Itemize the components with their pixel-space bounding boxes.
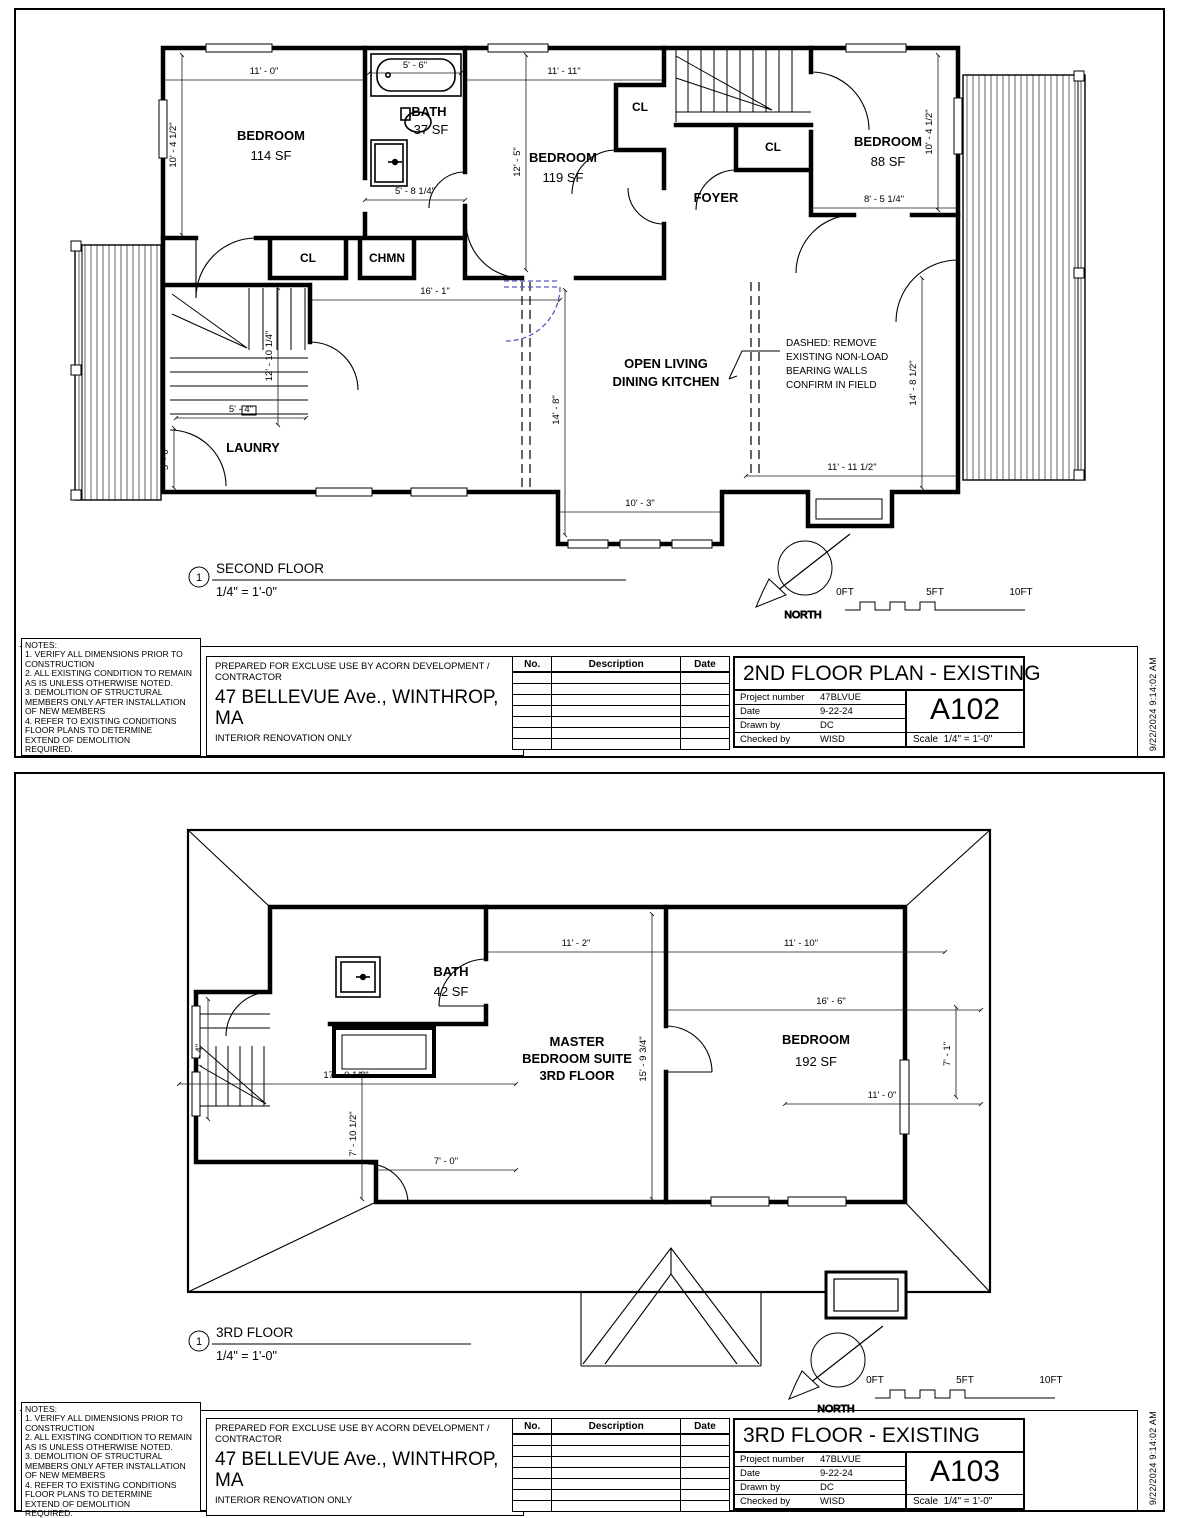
notes-box <box>21 638 201 756</box>
note-line: EXTEND OF DEMOLITION <box>25 734 131 745</box>
scale-bar <box>836 587 1033 610</box>
rev-row <box>513 672 730 684</box>
title-block <box>733 1418 1025 1510</box>
dim-label: 5' - 4" <box>228 404 254 415</box>
room-label-bath: BATH <box>433 964 469 979</box>
callout-number: 1 <box>195 1336 203 1348</box>
prepared-for-box <box>206 656 524 756</box>
stairs-lower <box>170 288 308 415</box>
rev-header-no: No. <box>513 1419 552 1435</box>
rev-row <box>513 695 730 706</box>
scale-bar <box>866 1375 1063 1398</box>
dim-label: 16' - 1" <box>420 286 450 297</box>
dim-label: 11' - 0" <box>249 66 279 77</box>
sink <box>371 140 407 186</box>
rev-row <box>513 1468 730 1479</box>
svg-text:BEARING WALLS: BEARING WALLS <box>786 366 868 377</box>
dim-label: 15' - 9 3/4" <box>638 1036 649 1082</box>
note-line: 4. REFER TO EXISTING CONDITIONS <box>25 715 177 726</box>
note-line: 3. DEMOLITION OF STRUCTURAL <box>25 687 163 698</box>
callout-number: 1 <box>195 572 203 584</box>
north-arrow-icon <box>756 534 850 621</box>
notes-title: NOTES: <box>25 1404 57 1414</box>
rev-header-date: Date <box>681 1419 730 1435</box>
rev-row <box>513 1457 730 1468</box>
dim-label: 11' - 11" <box>547 66 581 77</box>
dim-label: 5' - 6" <box>402 60 428 71</box>
dim-label: 11' - 10" <box>783 938 819 949</box>
sheet-a103 <box>14 772 1165 1518</box>
field-checked-by: Checked by WISD <box>740 1496 845 1507</box>
room-label-bedroom1: BEDROOM <box>237 128 305 143</box>
room-area-bath: 42 SF <box>433 984 469 999</box>
plot-timestamp: 9/22/2024 9:14:02 AM <box>1148 656 1158 751</box>
rev-header-description: Description <box>552 657 681 673</box>
rev-row <box>513 684 730 695</box>
rev-header-date: Date <box>681 657 730 673</box>
view-callout <box>189 561 626 599</box>
prepared-for-box <box>206 1418 524 1516</box>
room-label-cl-top: CL <box>632 100 648 114</box>
callout-title: SECOND FLOOR <box>216 561 325 576</box>
rev-row <box>513 706 730 717</box>
rev-row <box>513 739 730 750</box>
note-line: FLOOR PLANS TO DETERMINE <box>25 1489 153 1500</box>
dim-label: 7' - 4" <box>194 1043 205 1069</box>
note-line: OF NEW MEMBERS <box>25 1470 106 1481</box>
note-line: MEMBERS ONLY AFTER INSTALLATION <box>25 696 186 707</box>
room-area-bedroom: 192 SF <box>795 1054 837 1069</box>
rev-header-description: Description <box>552 1419 681 1435</box>
north-arrow-icon <box>789 1326 883 1415</box>
room-label-master-2: BEDROOM SUITE <box>522 1051 632 1066</box>
rev-row <box>513 1479 730 1490</box>
room-label-cl-right: CL <box>765 140 781 154</box>
north-label: NORTH <box>817 1403 855 1415</box>
view-callout <box>189 1325 471 1363</box>
field-checked-by: Checked by WISD <box>740 734 845 745</box>
field-drawn-by: Drawn by DC <box>735 1481 905 1495</box>
field-drawn-by: Drawn by DC <box>735 719 905 733</box>
dim-label: 17' - 0 1/2" <box>323 1070 369 1081</box>
dim-label: 11' - 0" <box>867 1090 897 1101</box>
note-line: MEMBERS ONLY AFTER INSTALLATION <box>25 1460 186 1471</box>
second-floor-plan-drawing <box>16 10 1161 644</box>
svg-text:DASHED: REMOVE: DASHED: REMOVE <box>786 338 877 349</box>
room-label-bath: BATH <box>411 104 447 119</box>
dim-label: 16' - 6" <box>816 996 846 1007</box>
project-subtitle: INTERIOR RENOVATION ONLY <box>215 1495 353 1507</box>
timestamp-divider <box>1137 646 1138 756</box>
rev-row <box>513 1446 730 1457</box>
rev-row <box>513 728 730 739</box>
drawing-title: 2ND FLOOR PLAN - EXISTING <box>735 658 1023 691</box>
note-line: 3. DEMOLITION OF STRUCTURAL <box>25 1451 163 1462</box>
callout-title: 3RD FLOOR <box>216 1325 294 1340</box>
scale-bar-5: 5FT <box>926 587 944 598</box>
dim-label: 5' - 0" <box>160 445 171 471</box>
dim-label: 11' - 11 1/2" <box>827 462 877 473</box>
demo-note <box>786 338 888 391</box>
scale-bar-0: 0FT <box>836 587 854 598</box>
scale-bar-0: 0FT <box>866 1375 884 1386</box>
dim-label: 11' - 2" <box>561 938 591 949</box>
note-line: CONSTRUCTION <box>25 658 95 669</box>
room-label-foyer: FOYER <box>693 190 739 205</box>
dim-label: 8' - 5 1/4" <box>863 194 905 205</box>
room-area-bedroom1: 114 SF <box>250 148 292 163</box>
dim-label: 10' - 3" <box>625 498 655 509</box>
room-label-cl-mid: CL <box>300 251 316 265</box>
room-label-bedroom2: BEDROOM <box>529 150 597 165</box>
note-line: 4. REFER TO EXISTING CONDITIONS <box>25 1479 177 1490</box>
note-line: OF NEW MEMBERS <box>25 706 106 717</box>
rev-row <box>513 717 730 728</box>
dim-label: 7' - 0" <box>433 1156 459 1167</box>
scale-bar-10: 10FT <box>1039 1375 1063 1386</box>
notes-box <box>21 1402 201 1518</box>
sheet-a102 <box>14 8 1165 758</box>
bath-fixtures <box>371 54 461 186</box>
title-block <box>733 656 1041 748</box>
note-line: 1. VERIFY ALL DIMENSIONS PRIOR TO <box>25 1413 183 1424</box>
drawing-title: 3RD FLOOR - EXISTING <box>735 1420 1023 1453</box>
project-address: 47 BELLEVUE Ave., WINTHROP, MA <box>215 686 499 730</box>
note-line: EXTEND OF DEMOLITION <box>25 1498 131 1509</box>
sheet-scale: Scale 1/4" = 1'-0" <box>907 1494 1023 1508</box>
scale-bar-5: 5FT <box>956 1375 974 1386</box>
revision-table <box>512 1418 730 1512</box>
svg-text:EXISTING NON-LOAD: EXISTING NON-LOAD <box>786 352 889 363</box>
note-line: FLOOR PLANS TO DETERMINE <box>25 725 153 736</box>
prepared-for-text: PREPARED FOR EXCLUSE USE BY ACORN DEVELOPMENT / CONTRACTOR <box>215 661 490 683</box>
field-date: Date 9-22-24 <box>735 705 905 719</box>
plot-timestamp: 9/22/2024 9:14:02 AM <box>1148 1410 1158 1505</box>
note-line: 1. VERIFY ALL DIMENSIONS PRIOR TO <box>25 649 183 660</box>
prepared-for-text: PREPARED FOR EXCLUSE USE BY ACORN DEVELOPMENT / CONTRACTOR <box>215 1423 490 1445</box>
third-floor-plan-drawing <box>16 774 1161 1416</box>
note-line: AS IS UNLESS OTHERWISE NOTED. <box>25 677 173 688</box>
room-area-bath: 37 SF <box>413 122 449 137</box>
note-line: CONSTRUCTION <box>25 1422 95 1433</box>
dim-label: 10' - 4 1/2" <box>168 122 179 168</box>
dim-label: 14' - 8 1/2" <box>908 360 919 406</box>
field-project-number: Project number 47BLVUE <box>735 1453 905 1467</box>
sheet-number: A102 <box>929 693 1001 726</box>
room-label-open-living-2: DINING KITCHEN <box>612 374 720 389</box>
room-label-open-living-1: OPEN LIVING <box>624 356 708 371</box>
timestamp-divider <box>1137 1410 1138 1510</box>
scale-bar-10: 10FT <box>1009 587 1033 598</box>
field-project-number: Project number 47BLVUE <box>735 691 905 705</box>
note-line: AS IS UNLESS OTHERWISE NOTED. <box>25 1441 173 1452</box>
dim-label: 5' - 8 1/4" <box>394 186 436 197</box>
callout-scale: 1/4" = 1'-0" <box>216 585 277 599</box>
demo-dashed-door <box>504 281 560 341</box>
north-label: NORTH <box>784 609 822 621</box>
room-label-bedroom3: BEDROOM <box>854 134 922 149</box>
note-line: REQUIRED. <box>25 743 73 754</box>
room-label-bedroom: BEDROOM <box>782 1032 850 1047</box>
dim-label: 12' - 10 1/4" <box>264 330 275 382</box>
rev-header-no: No. <box>513 657 552 673</box>
dim-label: 10' - 4 1/2" <box>924 109 935 155</box>
note-line: 2. ALL EXISTING CONDITION TO REMAIN <box>25 668 192 679</box>
callout-scale: 1/4" = 1'-0" <box>216 1349 277 1363</box>
chimney <box>826 1272 906 1318</box>
demo-note-leader <box>729 351 780 379</box>
notes-title: NOTES: <box>25 640 57 650</box>
rev-row <box>513 1434 730 1446</box>
drawing-set-page <box>0 8 1179 1518</box>
note-line: 2. ALL EXISTING CONDITION TO REMAIN <box>25 1432 192 1443</box>
svg-text:CONFIRM IN FIELD: CONFIRM IN FIELD <box>786 380 877 391</box>
dim-label: 7' - 10 1/2" <box>348 1111 359 1157</box>
room-label-master-3: 3RD FLOOR <box>539 1068 615 1083</box>
project-subtitle: INTERIOR RENOVATION ONLY <box>215 733 353 745</box>
dim-label: 12' - 5" <box>512 147 523 177</box>
interior-walls <box>163 48 958 342</box>
sheet-scale: Scale 1/4" = 1'-0" <box>907 732 1023 746</box>
field-date: Date 9-22-24 <box>735 1467 905 1481</box>
room-label-chmn: CHMN <box>369 251 405 265</box>
project-address: 47 BELLEVUE Ave., WINTHROP, MA <box>215 1448 499 1492</box>
deck-left <box>71 241 161 500</box>
note-line: REQUIRED. <box>25 1507 73 1518</box>
room-area-bedroom2: 119 SF <box>542 170 584 185</box>
sheet-number: A103 <box>929 1455 1001 1488</box>
room-label-laundry: LAUNRY <box>226 440 280 455</box>
room-label-master-1: MASTER <box>549 1034 605 1049</box>
stairs-upper <box>676 48 811 122</box>
rev-row <box>513 1490 730 1501</box>
dim-label: 14' - 8" <box>551 395 562 425</box>
deck-right <box>963 71 1085 480</box>
rev-row <box>513 1501 730 1512</box>
room-area-bedroom3: 88 SF <box>870 154 906 169</box>
revision-table <box>512 656 730 750</box>
dim-label: 7' - 1" <box>942 1041 953 1067</box>
